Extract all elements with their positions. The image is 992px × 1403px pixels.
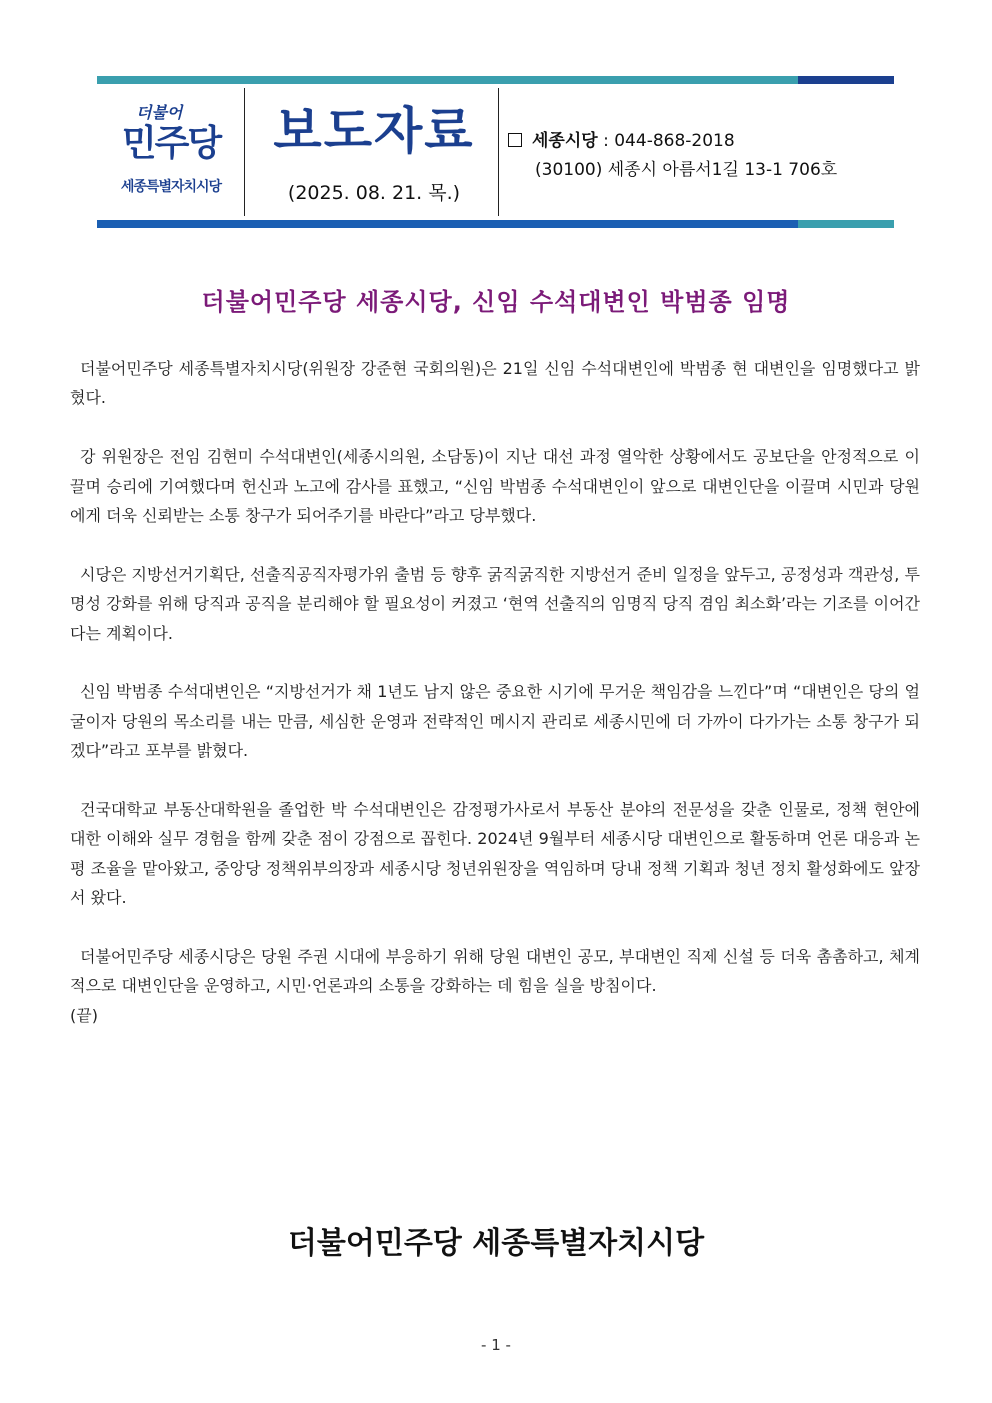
contact-phone: : 044-868-2018 [603, 131, 735, 151]
press-release-date: (2025. 08. 21. 목.) [287, 182, 461, 204]
contact-phone-line [508, 126, 735, 151]
stripe-main [97, 220, 798, 228]
footer-organization: 더불어민주당 세종특별자치시당 [287, 1226, 705, 1261]
paragraph: 신임 박범종 수석대변인은 “지방선거가 채 1년도 남지 않은 중요한 시기에 무거운 책임감을 느낀다”며 “대변인은 당의 얼굴이자 당원의 목소리를 내는 만큼, 세심한 운영과 전략적인 메시지 관리로 세종시민에 더 가까이 다가가는 소통 창구가 되겠다”라고 포부를 밝혔다. [70, 682, 920, 761]
end-mark: (끝) [70, 1005, 98, 1025]
press-release-title: 보도자료 [273, 102, 475, 160]
headline: 더불어민주당 세종시당, 신임 수석대변인 박범종 임명 [201, 288, 791, 316]
contact-label: 세종시당 [532, 131, 598, 151]
stripe-accent [798, 220, 894, 228]
stripe-accent [798, 76, 894, 84]
header-divider-right [498, 88, 499, 216]
header-bottom-stripe [97, 220, 894, 228]
header-divider-left [244, 88, 245, 216]
party-logo [100, 100, 242, 200]
article-body [70, 354, 920, 1060]
paragraph: 더불어민주당 세종시당은 당원 주권 시대에 부응하기 위해 당원 대변인 공모, 부대변인 직제 신설 등 더욱 촘촘하고, 체계적으로 대변인단을 운영하고, 시민·언론과의 소통을 강화하는 데 힘을 실을 방침이다. [70, 947, 920, 996]
contact-address: (30100) 세종시 아름서1길 13-1 706호 [535, 160, 838, 180]
logo-small-text: 더불어 [136, 103, 183, 122]
paragraph: 더불어민주당 세종특별자치시당(위원장 강준현 국회의원)은 21일 신임 수석대변인에 박범종 현 대변인을 임명했다고 밝혔다. [70, 359, 920, 408]
paragraph: 건국대학교 부동산대학원을 졸업한 박 수석대변인은 감정평가사로서 부동산 분야의 전문성을 갖춘 인물로, 정책 현안에 대한 이해와 실무 경험을 함께 갖춘 점이 강점으로 꼽힌다. 2024년 9월부터 세종시당 대변인으로 활동하며 언론 대응과 논평 조율을 맡아왔고, 중앙당 정책위부의장과 세종시당 청년위원장을 역임하며 당내 정책 기획과 청년 정치 활성화에도 앞장서 왔다. [70, 800, 920, 908]
paragraph: 강 위원장은 전임 김현미 수석대변인(세종시의원, 소담동)이 지난 대선 과정 열악한 상황에서도 공보단을 안정적으로 이끌며 승리에 기여했다며 헌신과 노고에 감사를 표했고, “신임 박범종 수석대변인이 앞으로 대변인단을 이끌며 시민과 당원에게 더욱 신뢰받는 소통 창구가 되어주기를 바란다”라고 당부했다. [70, 447, 920, 526]
stripe-main [97, 76, 798, 84]
paragraph: 시당은 지방선거기획단, 선출직공직자평가위 출범 등 향후 굵직굵직한 지방선거 준비 일정을 앞두고, 공정성과 객관성, 투명성 강화를 위해 당직과 공직을 분리해야 할 필요성이 커졌고 ‘현역 선출직의 임명직 당직 겸임 최소화’라는 기조를 이어간다는 계획이다. [70, 564, 920, 643]
header-top-stripe [97, 76, 894, 84]
checkbox-square-icon [508, 133, 522, 147]
logo-sub-text: 세종특별자치시당 [120, 179, 222, 195]
logo-main-text: 민주당 [121, 123, 221, 164]
page-number: - 1 - [481, 1336, 511, 1354]
